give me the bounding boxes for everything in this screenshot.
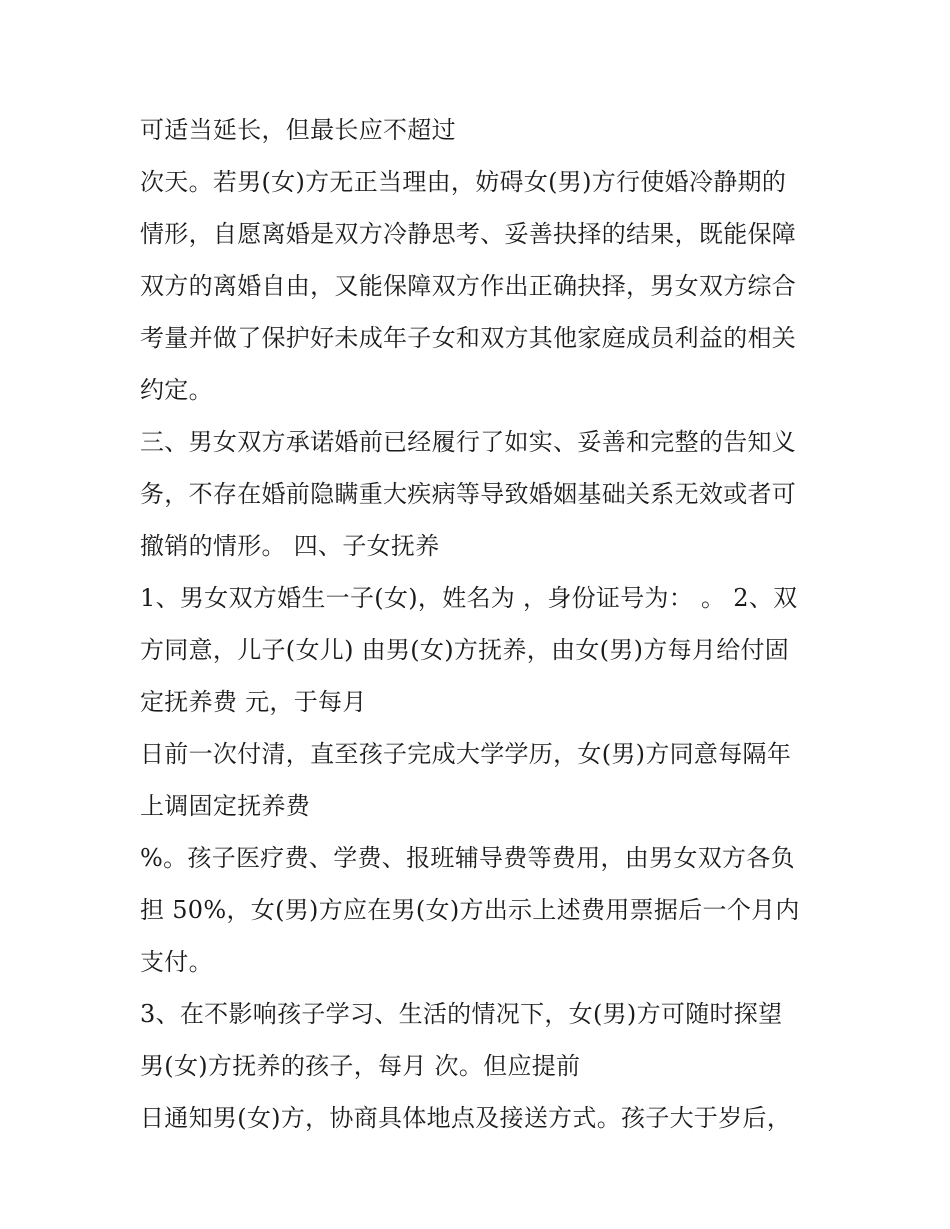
text-line: 次天。若男(女)方无正当理由，妨碍女(男)方行使婚冷静期的 (140, 168, 787, 196)
text-line: 担 50%，女(男)方应在男(女)方出示上述费用票据后一个月内 (140, 896, 800, 924)
text-line: 日前一次付清，直至孩子完成大学学历，女(男)方同意每隔年 (140, 740, 792, 768)
text-line: 情形，自愿离婚是双方冷静思考、妥善抉择的结果，既能保障 (140, 220, 797, 248)
text-line: 3、在不影响孩子学习、生活的情况下，女(男)方可随时探望 (140, 1000, 783, 1028)
text-line: 支付。 (140, 948, 213, 976)
body-text (140, 104, 820, 1144)
text-line: 三、男女双方承诺婚前已经履行了如实、妥善和完整的告知义 (140, 428, 797, 456)
text-line: 可适当延长，但最长应不超过 (140, 116, 456, 144)
text-line: 务，不存在婚前隐瞒重大疾病等导致婚姻基础关系无效或者可 (140, 480, 797, 508)
text-line: 约定。 (140, 376, 213, 404)
text-line: 男(女)方抚养的孩子，每月 次。但应提前 (140, 1052, 581, 1080)
text-line: 双方的离婚自由，又能保障双方作出正确抉择，男女双方综合 (140, 272, 797, 300)
text-line: 日通知男(女)方，协商具体地点及接送方式。孩子大于岁后， (140, 1104, 792, 1132)
text-line: 1、男女双方婚生一子(女)，姓名为 ，身份证号为： 。 2、双 (140, 584, 798, 612)
text-line: %。孩子医疗费、学费、报班辅导费等费用，由男女双方各负 (140, 844, 795, 872)
text-line: 考量并做了保护好未成年子女和双方其他家庭成员利益的相关 (140, 324, 797, 352)
text-line: 方同意，儿子(女儿) 由男(女)方抚养，由女(男)方每月给付固 (140, 636, 790, 664)
text-line: 定抚养费 元，于每月 (140, 688, 367, 716)
text-line: 上调固定抚养费 (140, 792, 311, 820)
text-line: 撤销的情形。 四、子女抚养 (140, 532, 440, 560)
